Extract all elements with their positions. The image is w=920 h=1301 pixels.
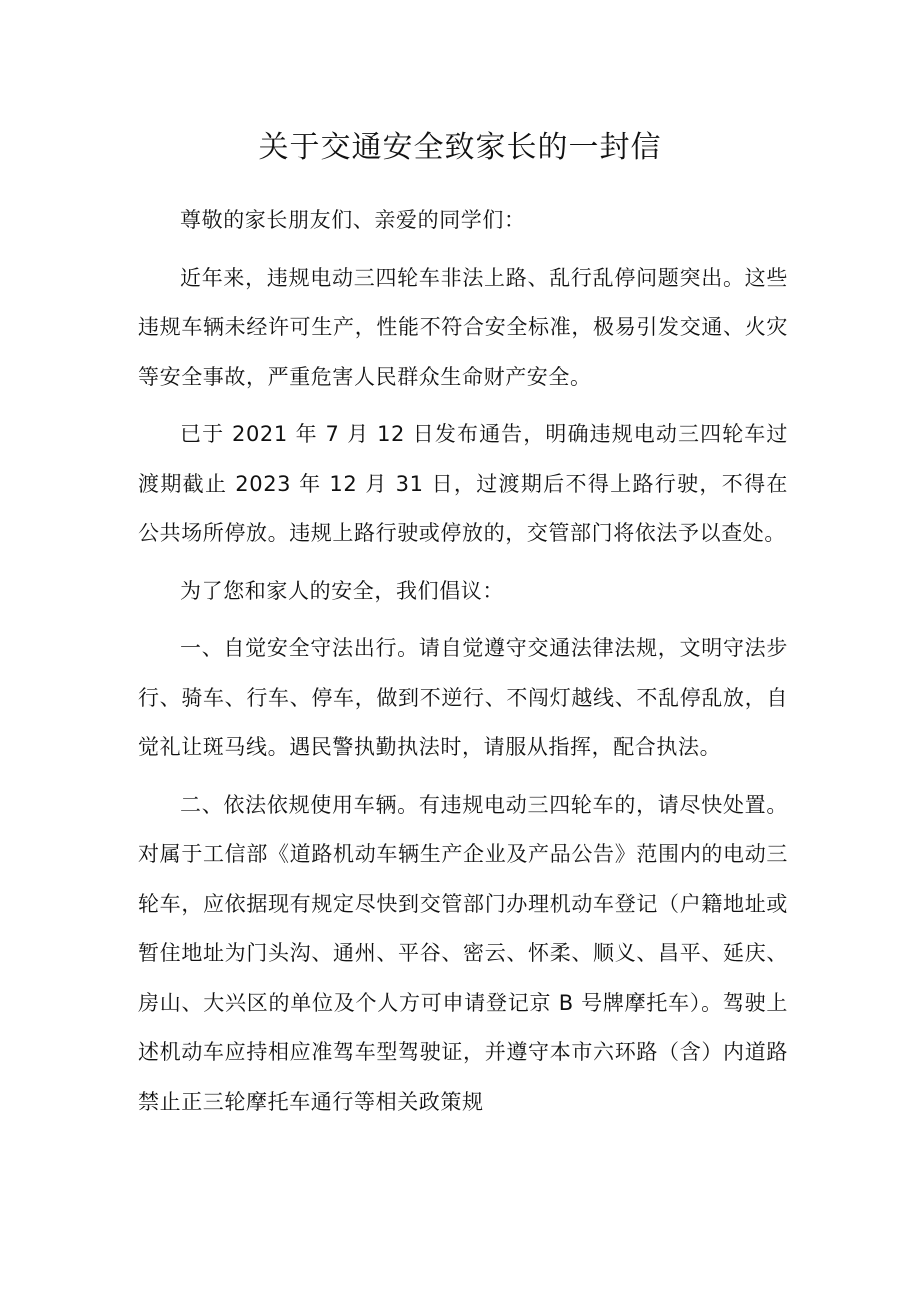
document-title: 关于交通安全致家长的一封信 <box>258 130 662 165</box>
paragraph-proposal-2: 二、依法依规使用车辆。有违规电动三四轮车的，请尽快处置。对属于工信部《道路机动车辆生产企业及产品公告》范围内的电动三轮车，应依据现有规定尽快到交管部门办理机动车登记（户籍地址或暂住地址为门头沟、通州、平谷、密云、怀柔、顺义、昌平、延庆、房山、大兴区的单位及个人方可申请登记京 B 号牌摩托车）。驾驶上述机动车应持相应准驾车型驾驶证，并遵守本市六环路（含）内道路禁止正三轮摩托车通行等相关政策规 <box>138 792 788 1114</box>
paragraph-proposal-intro: 为了您和家人的安全，我们倡议： <box>180 578 504 603</box>
paragraph-proposal-1: 一、自觉安全守法出行。请自觉遵守交通法律法规，文明守法步行、骑车、行车、停车，做到不逆行、不闯灯越线、不乱停乱放，自觉礼让斑马线。遇民警执勤执法时，请服从指挥，配合执法。 <box>138 636 788 759</box>
letter-body <box>138 196 788 1135</box>
paragraph-background: 近年来，违规电动三四轮车非法上路、乱行乱停问题突出。这些违规车辆未经许可生产，性能不符合安全标准，极易引发交通、火灾等安全事故，严重危害人民群众生命财产安全。 <box>138 265 788 389</box>
paragraph-notice: 已于 2021 年 7 月 12 日发布通告，明确违规电动三四轮车过渡期截止 2023 年 12 月 31 日，过渡期后不得上路行驶，不得在公共场所停放。违规上路行驶或停放的，交管部门将依法予以查处。 <box>138 422 788 545</box>
salutation: 尊敬的家长朋友们、亲爱的同学们： <box>180 208 526 232</box>
